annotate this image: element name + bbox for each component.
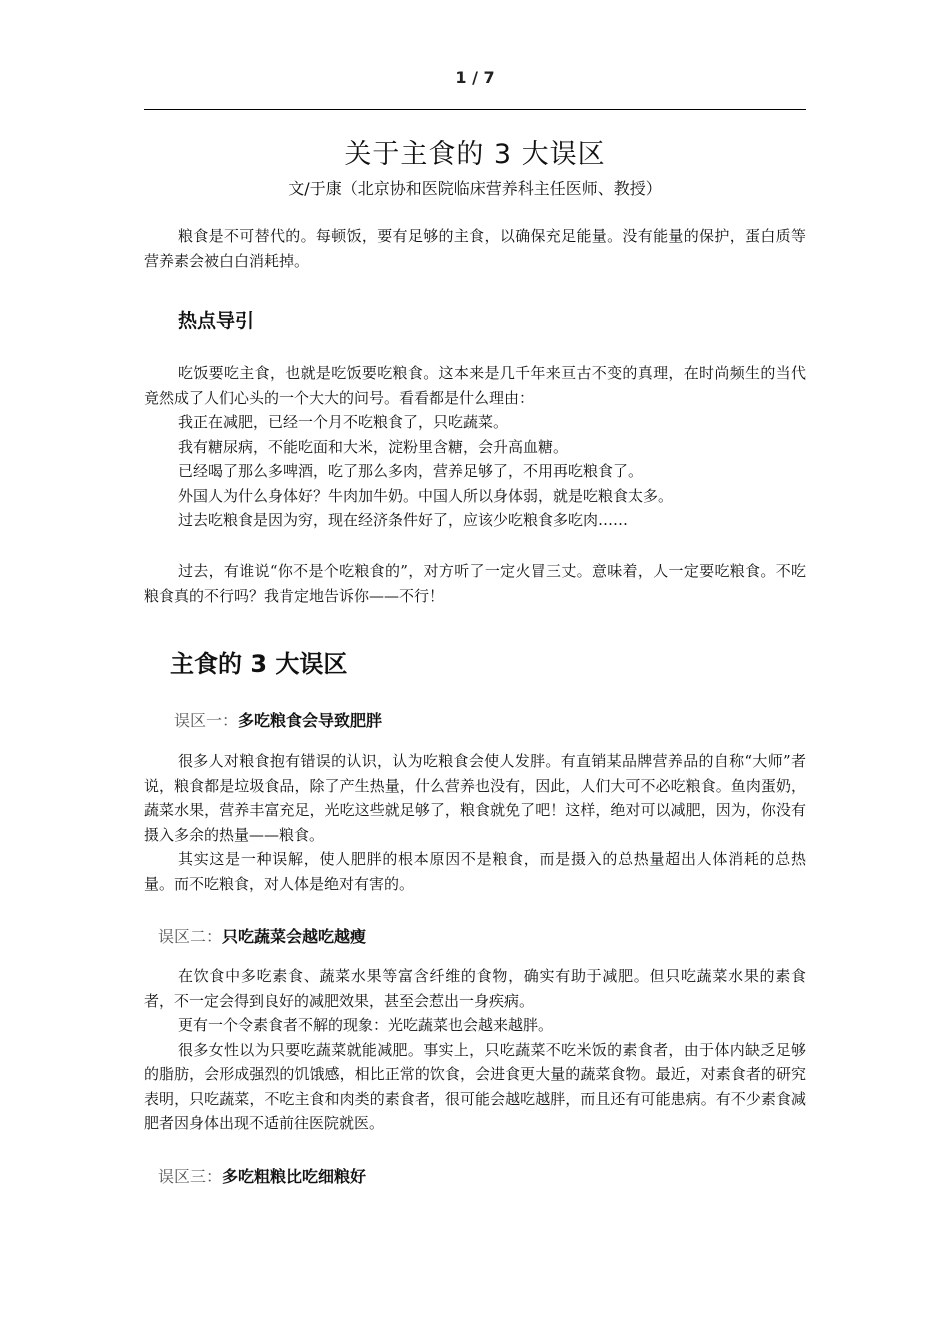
reason-item: 我有糖尿病，不能吃面和大米，淀粉里含糖，会升高血糖。 bbox=[178, 437, 569, 456]
myth-paragraph: 在饮食中多吃素食、蔬菜水果等富含纤维的食物，确实有助于减肥。但只吃蔬菜水果的素食者，不一定会得到良好的减肥效果，甚至会惹出一身疾病。 bbox=[144, 967, 806, 1010]
myth-3-heading bbox=[158, 1164, 366, 1187]
article-title: 关于主食的 3 大误区 bbox=[344, 139, 606, 170]
reason-item: 过去吃粮食是因为穷，现在经济条件好了，应该少吃粮食多吃肉…… bbox=[178, 511, 629, 529]
myth-paragraph: 其实这是一种误解，使人肥胖的根本原因不是粮食，而是摄入的总热量超出人体消耗的总热量。而不吃粮食，对人体是绝对有害的。 bbox=[144, 850, 806, 893]
page-number: 1 / 7 bbox=[455, 68, 495, 87]
myth-2-heading bbox=[158, 924, 366, 947]
myth-prefix: 误区一： bbox=[174, 711, 239, 730]
hotspot-closing: 过去，有谁说“你不是个吃粮食的”，对方听了一定火冒三丈。意味着，人一定要吃粮食。不吃粮食真的不行吗？我肯定地告诉你——不行！ bbox=[144, 562, 806, 605]
reason-item: 我正在减肥，已经一个月不吃粮食了，只吃蔬菜。 bbox=[178, 413, 509, 431]
myth-paragraph: 很多女性以为只要吃蔬菜就能减肥。事实上，只吃蔬菜不吃米饭的素食者，由于体内缺乏足够的脂肪，会形成强烈的饥饿感，相比正常的饮食，会进食更大量的蔬菜食物。最近，对素食者的研究表明，只吃蔬菜，不吃主食和肉类的素食者，很可能会越吃越胖，而且还有可能患病。有不少素食减肥者因身体出现不适前往医院就医。 bbox=[144, 1040, 806, 1132]
myth-paragraph: 很多人对粮食抱有错误的认识，认为吃粮食会使人发胖。有直销某品牌营养品的自称“大师”者说，粮食都是垃圾食品，除了产生热量，什么营养也没有，因此，人们大可不必吃粮食。鱼肉蛋奶，蔬菜水果，营养丰富充足，光吃这些就足够了，粮食就免了吧！这样，绝对可以减肥，因为，你没有摄入多余的热量——粮食。 bbox=[144, 752, 806, 844]
myth-topic: 只吃蔬菜会越吃越瘦 bbox=[222, 927, 367, 946]
article-byline: 文/于康（北京协和医院临床营养科主任医师、教授） bbox=[288, 179, 662, 198]
hotspot-heading: 热点导引 bbox=[178, 310, 255, 332]
myth-2-section bbox=[144, 964, 806, 1136]
reason-item: 外国人为什么身体好？牛肉加牛奶。中国人所以身体弱，就是吃粮食太多。 bbox=[178, 486, 674, 505]
myth-1-section bbox=[144, 749, 806, 896]
intro-paragraph: 粮食是不可替代的。每顿饭，要有足够的主食，以确保充足能量。没有能量的保护，蛋白质等营养素会被白白消耗掉。 bbox=[144, 227, 806, 270]
myth-prefix: 误区二： bbox=[158, 927, 223, 946]
myth-paragraph: 更有一个令素食者不解的现象：光吃蔬菜也会越来越胖。 bbox=[178, 1016, 554, 1034]
myth-prefix: 误区三： bbox=[158, 1167, 223, 1186]
myth-topic: 多吃粮食会导致肥胖 bbox=[238, 711, 383, 730]
main-heading: 主食的 3 大误区 bbox=[170, 650, 348, 678]
hotspot-closing-section bbox=[144, 559, 806, 608]
myth-topic: 多吃粗粮比吃细粮好 bbox=[222, 1167, 367, 1186]
hotspot-section bbox=[144, 361, 806, 533]
hotspot-paragraph: 吃饭要吃主食，也就是吃饭要吃粮食。这本来是几千年来亘古不变的真理，在时尚频生的当代竟然成了人们心头的一个大大的问号。看看都是什么理由： bbox=[144, 364, 806, 407]
intro-section bbox=[144, 224, 806, 273]
myth-1-heading bbox=[174, 708, 382, 731]
reason-item: 已经喝了那么多啤酒，吃了那么多肉，营养足够了，不用再吃粮食了。 bbox=[178, 462, 644, 480]
header-rule bbox=[144, 109, 806, 110]
